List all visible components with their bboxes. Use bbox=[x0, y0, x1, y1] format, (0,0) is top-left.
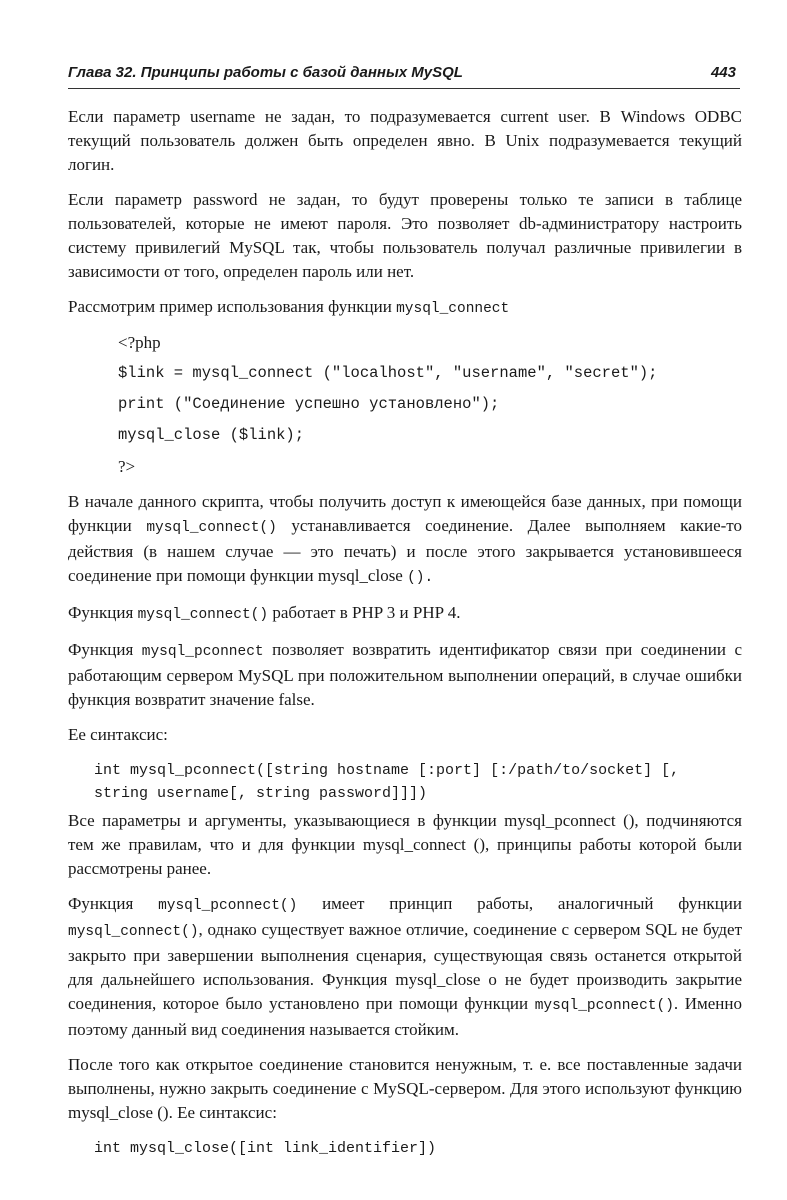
func-name: mysql_connect() bbox=[137, 607, 269, 623]
text: В начале данного скрипта, чтобы получить доступ к имеющейся базе данных, при помощи функции bbox=[68, 492, 742, 535]
text: Функция bbox=[68, 640, 142, 659]
paragraph-username: Если параметр username не задан, то подразумевается current user. В Windows ODBC текущий пользователь должен быть определен явно. В Unix подразумевается текущий логин. bbox=[68, 107, 742, 174]
paragraph-close: После того как открытое соединение становится ненужным, т. е. все поставленные задачи выполнены, нужно закрыть соединение с MySQL-сервером. Для этого используют функцию mysql_close (). Ее синтаксис: bbox=[68, 1055, 742, 1122]
example-intro-func: mysql_connect bbox=[396, 301, 510, 317]
paragraph-php-versions bbox=[68, 601, 742, 627]
text: позволяет возвратить идентификатор связи при соединении с работающим сервером MySQL при положительном выполнении операций, в случае ошибки функция возвратит значение false. bbox=[68, 640, 742, 709]
close-signature: int mysql_close([int link_identifier]) bbox=[94, 1140, 437, 1157]
chapter-title: Глава 32. Принципы работы с базой данных MySQL bbox=[68, 64, 463, 81]
code-line: print ("Соединение успешно установлено"); bbox=[118, 395, 500, 413]
text: , однако существует важное отличие, соединение с сервером SQL не будет закрыто при завершении выполнения сценария, существующая связь останется открытой для дальнейшего использования. Функция mysql_close о не будет производить закрытие соединения, которое было установлено при помощи функции bbox=[68, 920, 742, 1013]
func-name: mysql_connect() bbox=[146, 520, 277, 536]
code-example bbox=[68, 327, 742, 482]
paragraph-script-explanation bbox=[68, 490, 742, 590]
text: работает в PHP 3 и PHP 4. bbox=[268, 603, 461, 622]
func-name: mysql_pconnect bbox=[141, 644, 264, 660]
code-line: mysql_close ($link); bbox=[118, 426, 305, 444]
func-parens: (). bbox=[407, 570, 434, 586]
page-number: 443 bbox=[710, 64, 736, 81]
code-line: ?> bbox=[118, 457, 136, 476]
paragraph-persistent bbox=[68, 892, 742, 1042]
example-intro-text: Рассмотрим пример использования функции bbox=[68, 297, 397, 316]
header-rule bbox=[68, 88, 740, 89]
paragraph-example-intro bbox=[68, 295, 742, 321]
code-line: $link = mysql_connect ("localhost", "username", "secret"); bbox=[118, 364, 658, 382]
signature-line: int mysql_pconnect([string hostname [:port] [:/path/to/socket] [, bbox=[94, 762, 680, 779]
text: Функция bbox=[68, 894, 159, 913]
text: . Именно поэтому данный вид соединения называется стойким. bbox=[68, 994, 742, 1039]
text: устанавливается соединение. Далее выполняем какие-то действия (в нашем случае — это печать) и после этого закрывается установившееся соединение при помощи функции mysql_close bbox=[68, 516, 742, 585]
text: имеет принцип работы, аналогичный функции bbox=[297, 894, 742, 913]
paragraph-syntax-label: Ее синтаксис: bbox=[68, 725, 168, 744]
func-name: mysql_connect() bbox=[68, 924, 199, 940]
page-body bbox=[68, 105, 742, 1160]
func-name: mysql_pconnect() bbox=[158, 898, 298, 914]
func-name: mysql_pconnect() bbox=[534, 998, 674, 1014]
paragraph-password: Если параметр password не задан, то будут проверены только те записи в таблице пользователей, которые не имеют пароля. Это позволяет db-администратору настроить систему привилегий MySQL так, чтобы пользователь получал различные привилегии в зависимости от того, определен пароль или нет. bbox=[68, 190, 742, 281]
signature-line: string username[, string password]]]) bbox=[94, 785, 428, 802]
text: Функция bbox=[68, 603, 138, 622]
pconnect-signature bbox=[68, 759, 742, 805]
code-line: <?php bbox=[118, 333, 161, 352]
paragraph-parameters: Все параметры и аргументы, указывающиеся в функции mysql_pconnect (), подчиняются тем же правилам, что и для функции mysql_connect (), принципы работы которой были рассмотрены ранее. bbox=[68, 811, 742, 878]
paragraph-pconnect bbox=[68, 638, 742, 712]
